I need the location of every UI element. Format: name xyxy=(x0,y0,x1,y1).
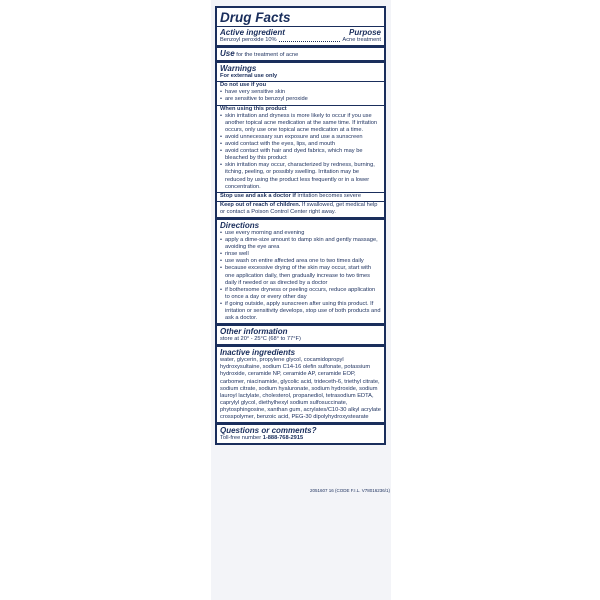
inactive-ingredients-section xyxy=(217,344,384,422)
dot-leader xyxy=(279,37,341,42)
list-item: • skin irritation and dryness is more likely to occur if you use another topical acne medication at the same time. If irritation occurs, only use one topical acne medication at a time. xyxy=(220,113,381,134)
when-using-list xyxy=(220,113,381,191)
active-ingredient-heading: Active ingredient xyxy=(220,28,285,37)
product-code: 2051607 16 (CODE F.I.L. V78016236/1) xyxy=(310,488,391,493)
list-item: • rinse well xyxy=(220,251,381,258)
list-item: • if bothersome dryness or peeling occurs, reduce application to once a day or every other day xyxy=(220,287,381,301)
other-information-section xyxy=(217,323,384,344)
directions-list xyxy=(220,230,381,322)
list-item: • if going outside, apply sunscreen after using this product. If irritation or sensitivity develops, stop use of both products and ask a doctor. xyxy=(220,301,381,322)
external-use-note: For external use only xyxy=(220,73,278,80)
keep-out-heading: Keep out of reach of children. xyxy=(220,201,301,208)
other-information-heading: Other information xyxy=(220,327,288,337)
list-item: • have very sensitive skin xyxy=(220,89,381,96)
do-not-use-list xyxy=(220,89,381,103)
inactive-ingredients-heading: Inactive ingredients xyxy=(220,348,296,358)
warnings-section xyxy=(217,60,384,217)
list-item: • apply a dime-size amount to damp skin and gently massage, avoiding the eye area xyxy=(220,237,381,251)
stop-use-text: irritation becomes severe xyxy=(297,192,361,199)
list-item: • use wash on entire affected area one to two times daily xyxy=(220,258,381,265)
list-item: • because excessive drying of the skin may occur, start with one application daily, then gradually increase to two times daily if needed or as directed by a doctor xyxy=(220,265,381,286)
stop-use-heading: Stop use and ask a doctor if xyxy=(220,192,296,199)
directions-heading: Directions xyxy=(220,220,260,230)
list-item: • are sensitive to benzoyl peroxide xyxy=(220,96,381,103)
questions-section xyxy=(217,422,384,443)
warnings-heading: Warnings xyxy=(220,64,257,74)
list-item: • avoid unnecessary sun exposure and use a sunscreen xyxy=(220,134,381,141)
purpose-heading: Purpose xyxy=(348,28,381,37)
drug-facts-title: Drug Facts xyxy=(220,10,291,25)
other-information-text: store at 20° - 25°C (68° to 77°F) xyxy=(220,336,301,343)
inactive-ingredients-text: water, glycerin, propylene glycol, cocamidopropyl hydroxysultaine, sodium C14-16 olefin sulfonate, potassium hydroxide, ceramide NP, ceramide AP, ceramide EOP, carbomer, niacinamide, glycolic acid, trideceth-6, triethyl citrate, sodium citrate, sodium hyaluronate, sodium hydroxide, sodium lauroyl lactylate, cholesterol, propanediol, tetrasodium EDTA, caprylyl glycol, diethylhexyl sodium sulfosuccinate, phytosphingosine, xanthan gum, acrylates/C10-30 alkyl acrylate crosspolymer, benzoic acid, PEG-30 dipolyhydroxystearate xyxy=(220,357,381,421)
use-text: for the treatment of acne xyxy=(236,52,299,59)
title-section xyxy=(217,8,384,26)
active-ingredient-section xyxy=(217,26,384,45)
directions-section xyxy=(217,217,384,323)
list-item: • avoid contact with the eyes, lips, and mouth xyxy=(220,141,381,148)
when-using-heading: When using this product xyxy=(220,105,287,112)
use-heading: Use xyxy=(220,49,235,59)
use-section xyxy=(217,45,384,60)
active-ingredient: Benzoyl peroxide 10% xyxy=(220,37,277,43)
phone-number: 1-888-768-2915 xyxy=(262,435,304,442)
questions-heading: Questions or comments? xyxy=(220,426,317,436)
do-not-use-heading: Do not use if you xyxy=(220,82,267,89)
toll-free-label: Toll-free number xyxy=(220,435,262,442)
purpose: Acne treatment xyxy=(342,37,381,43)
list-item: • skin irritation may occur, characterized by redness, burning, itching, peeling, or possibly swelling. Irritation may be reduced by using the product less frequently or in a lower concentration. xyxy=(220,162,381,190)
keep-out-text: If swallowed, get medical help or contact a Poison Control Center right away. xyxy=(220,201,378,215)
list-item: • use every morning and evening xyxy=(220,230,381,237)
list-item: • avoid contact with hair and dyed fabrics, which may be bleached by this product xyxy=(220,148,381,162)
drug-facts-panel xyxy=(215,6,386,445)
